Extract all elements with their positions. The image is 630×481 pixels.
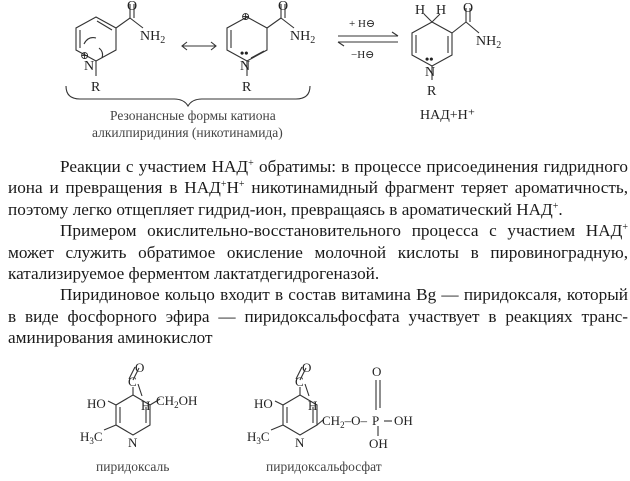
hydrogen-atom: H [415,3,426,18]
svg-text:CH2OH: $CH_2OH$ [156,393,198,410]
svg-text:H3C: $H_3C$ [247,429,270,446]
phosphoryl-oxygen: O [372,364,382,379]
aldehyde-oxygen: O [135,360,145,375]
methylene-ester-group: CH [322,413,341,428]
pyridoxal-structure [80,360,197,474]
hydrogen-atom: H [436,3,447,18]
svg-text:NH2: $NH_2$ [290,29,316,46]
figure-caption-line1: Резонансные формы катиона [110,108,276,123]
nad-reaction-figure [0,0,630,150]
phosphate-hydroxyl: OH [394,413,413,428]
carbonyl-oxygen: O [463,1,474,16]
body-text [8,156,628,349]
paragraph-1: Реакции с участием НАД+ обратимы: в процессе присоединения гидридного иона и превращения в НАД+Н+ никотинамидный фрагмент теряет ароматичность, поэтому легко отщепляет гидрид-ион, превращаясь в ароматический НАД+. [8,157,629,219]
equilibrium-arrows [338,18,398,61]
caption-brace [66,86,310,106]
aldehyde-carbon: C [295,374,304,389]
carbonyl-oxygen: O [127,0,138,14]
pyridoxal-phosphate-structure [247,360,413,474]
methyl-group: H [80,429,90,444]
hydroxy-group: HO [87,396,106,411]
pyridoxal-figure [0,360,630,481]
resonance-form-2 [227,0,315,95]
ring-nitrogen: N [128,435,138,450]
phosphate-hydroxyl: OH [369,436,388,451]
svg-text:NH2: $NH_2$ [140,29,166,46]
svg-text:CH2–O–: $CH_2-O-$ [322,413,367,430]
amide-group: NH [290,29,311,44]
lone-pair: •• [240,46,249,60]
reduced-form [412,1,501,99]
aldehyde-oxygen: O [302,360,312,375]
amide-group: NH [476,34,497,49]
ring-nitrogen: N [240,59,251,74]
nitrogen-charge: ⊕ [80,50,90,62]
aldehyde-carbon: C [128,374,137,389]
amide-group: NH [140,29,161,44]
paragraph-2: Примером окислительно-восстановительного процесса с участием НАД+ может служить обратимое окисление молочной кислоты в пировиноградную, катализируемое ферментом лактатдегидрогеназой. [8,221,628,284]
figure-caption-line2: алкилпиридиния (никотинамида) [92,125,283,140]
svg-text:H3C: $H_3C$ [80,429,103,446]
aldehyde-hydrogen: H [141,398,151,413]
phosphorus-atom: P [372,413,380,428]
pyridoxal-phosphate-caption: пиридоксальфосфат [266,459,382,474]
ring-nitrogen: N [295,435,305,450]
ring-nitrogen: N [84,59,95,74]
alkyl-substituent: R [242,80,252,95]
lone-pair: •• [425,52,434,66]
product-label: НАД+Н⁺ [420,108,476,123]
hydroxy-group: HO [254,396,273,411]
alkyl-substituent: R [427,84,437,99]
hydride-removal-label: −H⊖ [351,49,375,61]
resonance-form-1 [76,0,165,95]
aldehyde-hydrogen: H [308,398,318,413]
pyridoxal-caption: пиридоксаль [96,459,170,474]
hydride-addition-label: + H⊖ [349,18,376,30]
paragraph-3: Пиридиновое кольцо входит в состав витамина Bg — пиридоксаля, который в виде фосфорного эфира — пиридоксальфосфата участвует в реакциях транс- аминирования аминокислот [8,285,628,348]
ring-nitrogen: N [425,65,436,80]
methyl-group: H [247,429,257,444]
carbonyl-oxygen: O [278,0,289,14]
svg-text:NH2: $NH_2$ [476,34,502,51]
alkyl-substituent: R [91,80,101,95]
hydroxymethyl-group: CH [156,393,175,408]
resonance-arrow [182,42,216,50]
carbon-charge: ⊕ [241,11,251,23]
